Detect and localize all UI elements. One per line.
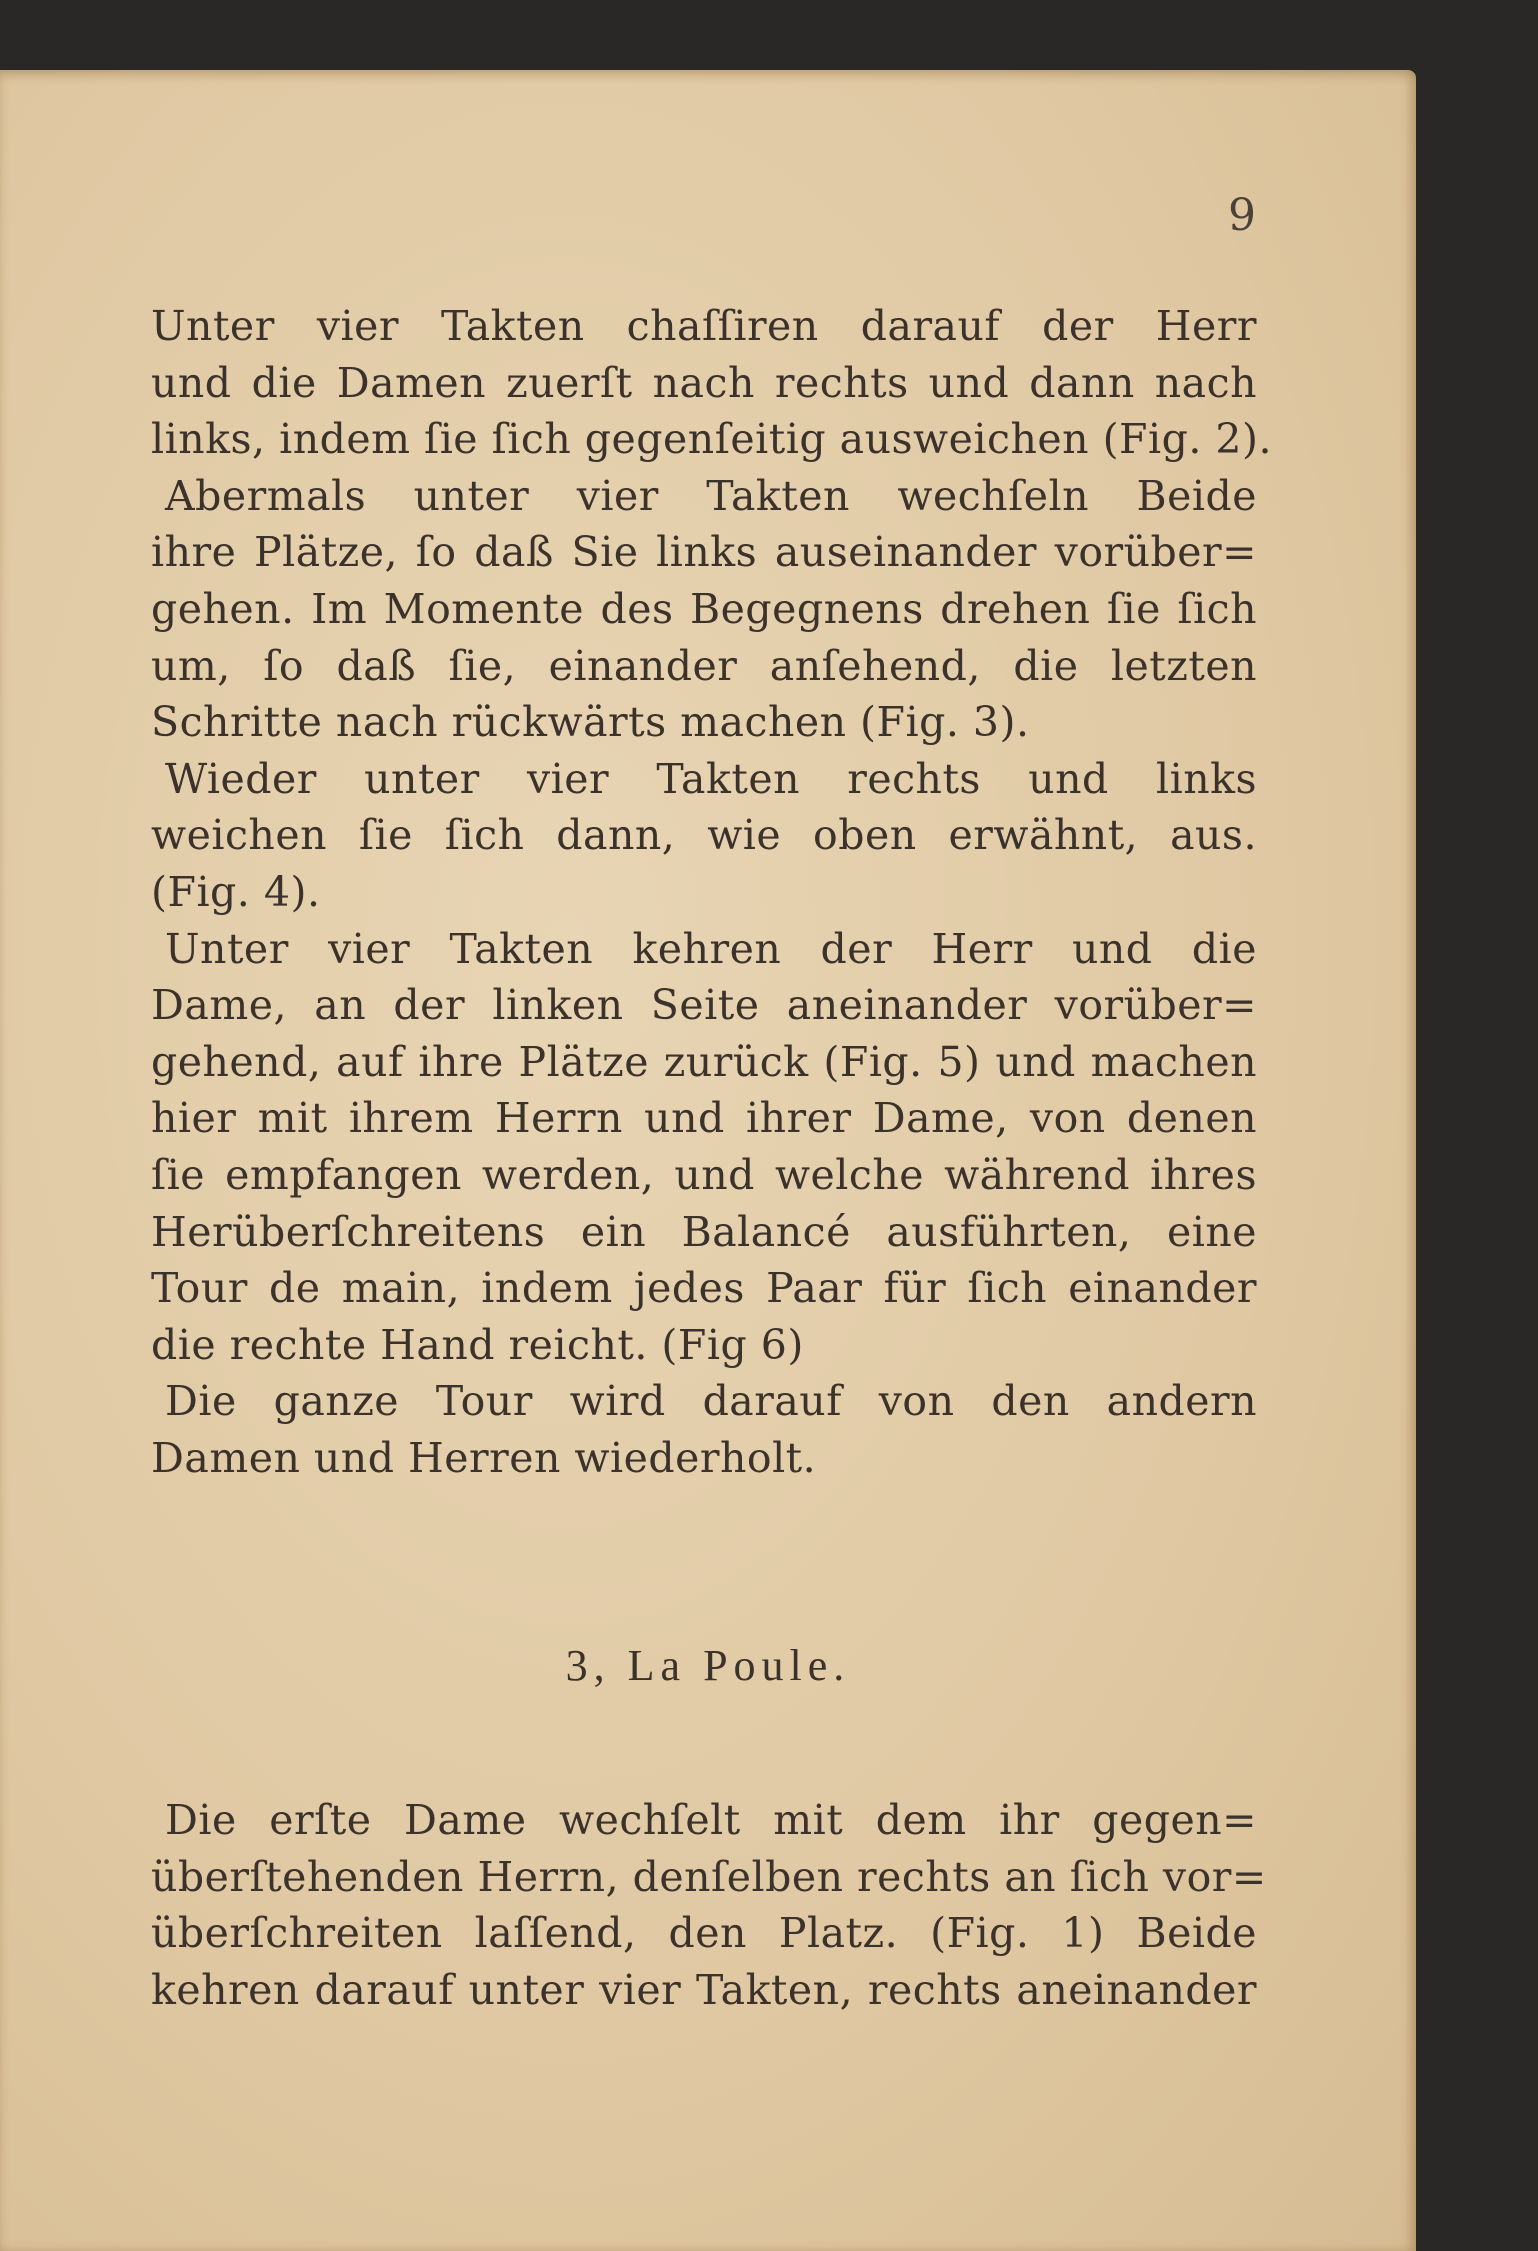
text-line: und die Damen zuerſt nach rechts und dann nach	[151, 358, 1257, 407]
text-line: Abermals unter vier Takten wechſeln Beide	[165, 471, 1257, 520]
text-line: gehend, auf ihre Plätze zurück (Fig. 5) und machen	[151, 1037, 1257, 1086]
text-line: links, indem ſie ſich gegenſeitig ausweichen (Fig. 2).	[151, 415, 1273, 464]
section-heading: 3, La Poule.	[565, 1641, 851, 1690]
text-line: um, ſo daß ſie, einander anſehend, die letzten	[151, 641, 1257, 690]
text-line: hier mit ihrem Herrn und ihrer Dame, von denen	[151, 1094, 1257, 1143]
text-line: Die erſte Dame wechſelt mit dem ihr gegen=	[165, 1796, 1257, 1844]
text-line: Tour de main, indem jedes Paar für ſich einander	[151, 1264, 1257, 1313]
text-line: Dame, an der linken Seite aneinander vorüber=	[151, 981, 1257, 1030]
text-line: Unter vier Takten kehren der Herr und die	[165, 924, 1257, 973]
page-number: 9	[1228, 190, 1256, 241]
text-line: ſie empfangen werden, und welche während ihres	[151, 1150, 1257, 1199]
text-line: Wieder unter vier Takten rechts und links	[165, 754, 1257, 803]
text-line: gehen. Im Momente des Begegnens drehen ſie ſich	[151, 584, 1257, 633]
text-block-1	[151, 298, 1273, 1486]
text-line: Herüberſchreitens ein Balancé ausführten, eine	[151, 1207, 1257, 1256]
text-line: Unter vier Takten chaſſiren darauf der Herr	[151, 302, 1257, 350]
text-block-2	[151, 1792, 1267, 2018]
text-line: ihre Plätze, ſo daß Sie links auseinander vorüber=	[151, 528, 1257, 577]
text-line: Damen und Herren wiederholt.	[151, 1433, 817, 1482]
text-line: überſchreiten laſſend, den Platz. (Fig. 1) Beide	[151, 1909, 1257, 1958]
text-line: (Fig. 4).	[151, 867, 321, 916]
text-line: weichen ſie ſich dann, wie oben erwähnt, aus.	[151, 811, 1257, 860]
text-line: die rechte Hand reicht. (Fig 6)	[151, 1320, 804, 1369]
text-line: kehren darauf unter vier Takten, rechts aneinander	[151, 1965, 1257, 2014]
text-line: überſtehenden Herrn, denſelben rechts an ſich vor=	[151, 1852, 1267, 1901]
text-line: Die ganze Tour wird darauf von den andern	[165, 1377, 1257, 1426]
text-line: Schritte nach rückwärts machen (Fig. 3).	[151, 698, 1030, 747]
